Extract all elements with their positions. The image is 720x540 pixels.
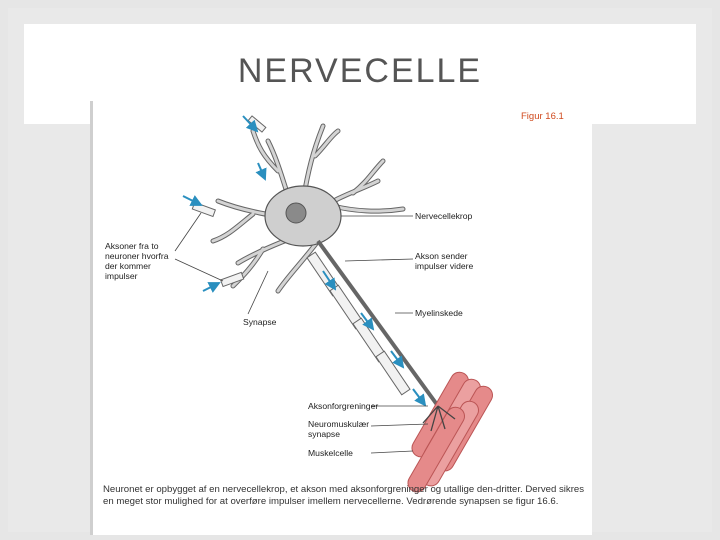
label-nmj-line1: Neuromuskulær	[308, 419, 370, 429]
label-synapse: Synapse	[243, 317, 277, 327]
label-axon-branches: Aksonforgreninger	[308, 401, 379, 411]
figure-caption: Neuronet er opbygget af en nervecellekrop, et akson med aksonforgreninger og utallige den-dritter. Derved sikres en meget stor mulighed for at overføre impulser imellem nervecellerne. Vedrørende synapsen se figur 16.6.	[103, 484, 585, 507]
muscle-cell	[405, 369, 496, 495]
label-muscle: Muskelcelle	[308, 448, 353, 458]
nucleus	[286, 203, 306, 223]
label-incoming-line1: Aksoner fra to	[105, 241, 159, 251]
label-incoming-line4: impulser	[105, 271, 138, 281]
neuron-diagram	[93, 101, 595, 535]
label-axon-line2: impulser videre	[415, 261, 474, 271]
label-myelin: Myelinskede	[415, 308, 463, 318]
label-incoming-line3: der kommer	[105, 261, 151, 271]
label-incoming-line2: neuroner hvorfra	[105, 251, 169, 261]
slide-title: NERVECELLE	[237, 52, 483, 90]
label-cell-body: Nervecellekrop	[415, 211, 473, 221]
label-nmj-line2: synapse	[308, 429, 341, 439]
neuron-figure	[90, 101, 592, 535]
figure-number: Figur 16.1	[521, 111, 564, 122]
label-axon-line1: Akson sender	[415, 251, 468, 261]
leader-lines	[175, 213, 428, 453]
